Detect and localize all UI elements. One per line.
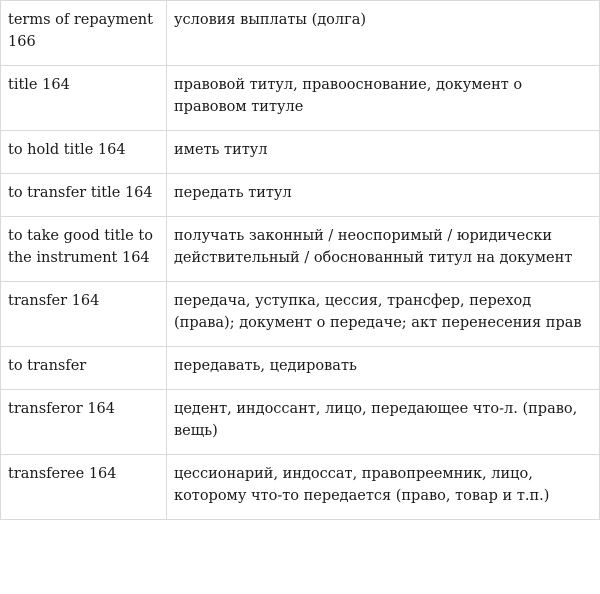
term-cell: to take good title to the instrument 164 (1, 217, 167, 282)
term-cell: to transfer title 164 (1, 174, 167, 217)
translation-cell: цессионарий, индоссат, правопреемник, лицо, которому что-то передается (право, товар и т.п.) (167, 455, 600, 520)
table-row (1, 1, 600, 66)
table-row (1, 282, 600, 347)
table-row (1, 66, 600, 131)
term-cell: terms of repayment 166 (1, 1, 167, 66)
term-cell: transfer 164 (1, 282, 167, 347)
translation-cell: цедент, индоссант, лицо, передающее что-л. (право, вещь) (167, 390, 600, 455)
term-cell: transferee 164 (1, 455, 167, 520)
table-row (1, 347, 600, 390)
table-row (1, 131, 600, 174)
translation-cell: иметь титул (167, 131, 600, 174)
translation-cell: условия выплаты (долга) (167, 1, 600, 66)
translation-cell: получать законный / неоспоримый / юридически действительный / обоснованный титул на документ (167, 217, 600, 282)
table-row (1, 174, 600, 217)
translation-cell: передавать, цедировать (167, 347, 600, 390)
translation-cell: правовой титул, правооснование, документ о правовом титуле (167, 66, 600, 131)
table-row (1, 455, 600, 520)
term-cell: transferor 164 (1, 390, 167, 455)
term-cell: to transfer (1, 347, 167, 390)
term-cell: to hold title 164 (1, 131, 167, 174)
table-row (1, 217, 600, 282)
translation-cell: передача, уступка, цессия, трансфер, переход (права); документ о передаче; акт перенесения прав (167, 282, 600, 347)
translation-cell: передать титул (167, 174, 600, 217)
table-row (1, 390, 600, 455)
term-cell: title 164 (1, 66, 167, 131)
